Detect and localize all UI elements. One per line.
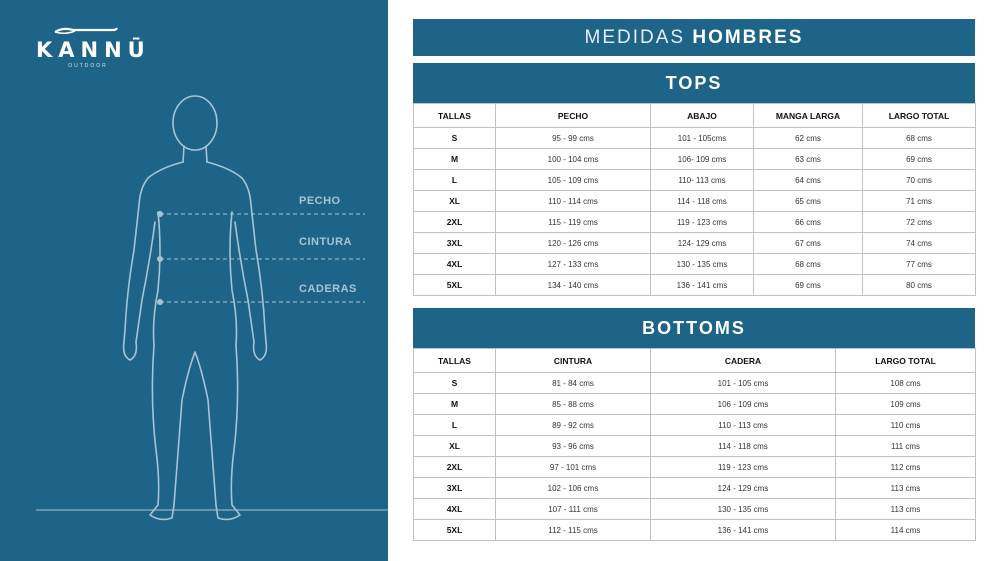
measure-cell: 136 - 141 cms bbox=[651, 275, 754, 296]
measure-cell: 63 cms bbox=[754, 149, 863, 170]
measure-cell: 112 cms bbox=[836, 457, 976, 478]
column-header: TALLAS bbox=[414, 104, 496, 128]
measure-cell: 110- 113 cms bbox=[651, 170, 754, 191]
measure-cell: 124 - 129 cms bbox=[651, 478, 836, 499]
measure-cell: 101 - 105cms bbox=[651, 128, 754, 149]
measure-cell: 70 cms bbox=[863, 170, 976, 191]
table-row bbox=[414, 191, 976, 212]
size-cell: 2XL bbox=[414, 212, 496, 233]
measure-cell: 67 cms bbox=[754, 233, 863, 254]
column-header: LARGO TOTAL bbox=[836, 349, 976, 373]
measure-cell: 119 - 123 cms bbox=[651, 457, 836, 478]
table-row bbox=[414, 415, 976, 436]
label-cintura: CINTURA bbox=[299, 236, 352, 248]
body-silhouette bbox=[0, 0, 388, 561]
table-header-row bbox=[414, 349, 976, 373]
measure-cell: 77 cms bbox=[863, 254, 976, 275]
title-light: MEDIDAS bbox=[584, 27, 686, 48]
measure-cell: 119 - 123 cms bbox=[651, 212, 754, 233]
table-row bbox=[414, 275, 976, 296]
measure-cell: 109 cms bbox=[836, 394, 976, 415]
measure-cell: 114 - 118 cms bbox=[651, 436, 836, 457]
measure-cell: 97 - 101 cms bbox=[496, 457, 651, 478]
measure-cell: 115 - 119 cms bbox=[496, 212, 651, 233]
table-row bbox=[414, 149, 976, 170]
label-pecho: PECHO bbox=[299, 195, 341, 207]
table-row bbox=[414, 520, 976, 541]
measure-cell: 100 - 104 cms bbox=[496, 149, 651, 170]
size-cell: S bbox=[414, 373, 496, 394]
size-cell: 4XL bbox=[414, 254, 496, 275]
measure-cell: 110 - 113 cms bbox=[651, 415, 836, 436]
brand-subtitle: OUTDOOR bbox=[68, 63, 108, 69]
table-row bbox=[414, 499, 976, 520]
measure-cell: 113 cms bbox=[836, 499, 976, 520]
measure-cell: 69 cms bbox=[863, 149, 976, 170]
column-header: PECHO bbox=[496, 104, 651, 128]
measure-cell: 93 - 96 cms bbox=[496, 436, 651, 457]
size-cell: 5XL bbox=[414, 275, 496, 296]
size-cell: 4XL bbox=[414, 499, 496, 520]
size-cell: L bbox=[414, 170, 496, 191]
column-header: CINTURA bbox=[496, 349, 651, 373]
label-caderas: CADERAS bbox=[299, 283, 357, 295]
measure-cell: 80 cms bbox=[863, 275, 976, 296]
size-cell: 3XL bbox=[414, 478, 496, 499]
measure-cell: 85 - 88 cms bbox=[496, 394, 651, 415]
bottoms-title: BOTTOMS bbox=[413, 308, 975, 348]
measure-cell: 106- 109 cms bbox=[651, 149, 754, 170]
measure-cell: 130 - 135 cms bbox=[651, 254, 754, 275]
measure-cell: 130 - 135 cms bbox=[651, 499, 836, 520]
bottoms-table bbox=[413, 348, 976, 541]
size-cell: XL bbox=[414, 436, 496, 457]
measure-cell: 107 - 111 cms bbox=[496, 499, 651, 520]
measure-cell: 71 cms bbox=[863, 191, 976, 212]
measure-cell: 105 - 109 cms bbox=[496, 170, 651, 191]
table-header-row bbox=[414, 104, 976, 128]
measure-cell: 66 cms bbox=[754, 212, 863, 233]
measure-cell: 114 - 118 cms bbox=[651, 191, 754, 212]
table-row bbox=[414, 373, 976, 394]
measure-cell: 62 cms bbox=[754, 128, 863, 149]
tops-table bbox=[413, 103, 976, 296]
column-header: ABAJO bbox=[651, 104, 754, 128]
measure-cell: 102 - 106 cms bbox=[496, 478, 651, 499]
measure-cell: 89 - 92 cms bbox=[496, 415, 651, 436]
table-row bbox=[414, 436, 976, 457]
size-cell: M bbox=[414, 149, 496, 170]
measure-cell: 106 - 109 cms bbox=[651, 394, 836, 415]
column-header: LARGO TOTAL bbox=[863, 104, 976, 128]
column-header: TALLAS bbox=[414, 349, 496, 373]
size-cell: 2XL bbox=[414, 457, 496, 478]
table-row bbox=[414, 128, 976, 149]
measure-cell: 81 - 84 cms bbox=[496, 373, 651, 394]
table-row bbox=[414, 170, 976, 191]
column-header: CADERA bbox=[651, 349, 836, 373]
size-cell: 3XL bbox=[414, 233, 496, 254]
measure-cell: 127 - 133 cms bbox=[496, 254, 651, 275]
measure-cell: 136 - 141 cms bbox=[651, 520, 836, 541]
measure-cell: 68 cms bbox=[754, 254, 863, 275]
table-row bbox=[414, 457, 976, 478]
measure-cell: 64 cms bbox=[754, 170, 863, 191]
measure-cell: 69 cms bbox=[754, 275, 863, 296]
measure-cell: 95 - 99 cms bbox=[496, 128, 651, 149]
measure-cell: 68 cms bbox=[863, 128, 976, 149]
size-cell: 5XL bbox=[414, 520, 496, 541]
illustration-panel bbox=[0, 0, 388, 561]
size-cell: XL bbox=[414, 191, 496, 212]
size-cell: M bbox=[414, 394, 496, 415]
measure-cell: 101 - 105 cms bbox=[651, 373, 836, 394]
measure-cell: 110 cms bbox=[836, 415, 976, 436]
table-row bbox=[414, 478, 976, 499]
size-cell: S bbox=[414, 128, 496, 149]
page-title bbox=[413, 19, 975, 56]
tops-title: TOPS bbox=[413, 63, 975, 103]
column-header: MANGA LARGA bbox=[754, 104, 863, 128]
measure-cell: 72 cms bbox=[863, 212, 976, 233]
table-row bbox=[414, 394, 976, 415]
table-row bbox=[414, 212, 976, 233]
measure-cell: 134 - 140 cms bbox=[496, 275, 651, 296]
size-cell: L bbox=[414, 415, 496, 436]
measure-cell: 120 - 126 cms bbox=[496, 233, 651, 254]
table-row bbox=[414, 233, 976, 254]
brand-name: KANNŪ bbox=[36, 38, 151, 62]
measure-cell: 74 cms bbox=[863, 233, 976, 254]
measure-cell: 114 cms bbox=[836, 520, 976, 541]
measure-cell: 113 cms bbox=[836, 478, 976, 499]
measure-cell: 110 - 114 cms bbox=[496, 191, 651, 212]
measure-cell: 111 cms bbox=[836, 436, 976, 457]
measure-cell: 112 - 115 cms bbox=[496, 520, 651, 541]
measure-cell: 65 cms bbox=[754, 191, 863, 212]
title-bold: HOMBRES bbox=[692, 27, 804, 48]
measure-cell: 108 cms bbox=[836, 373, 976, 394]
measure-cell: 124- 129 cms bbox=[651, 233, 754, 254]
table-row bbox=[414, 254, 976, 275]
